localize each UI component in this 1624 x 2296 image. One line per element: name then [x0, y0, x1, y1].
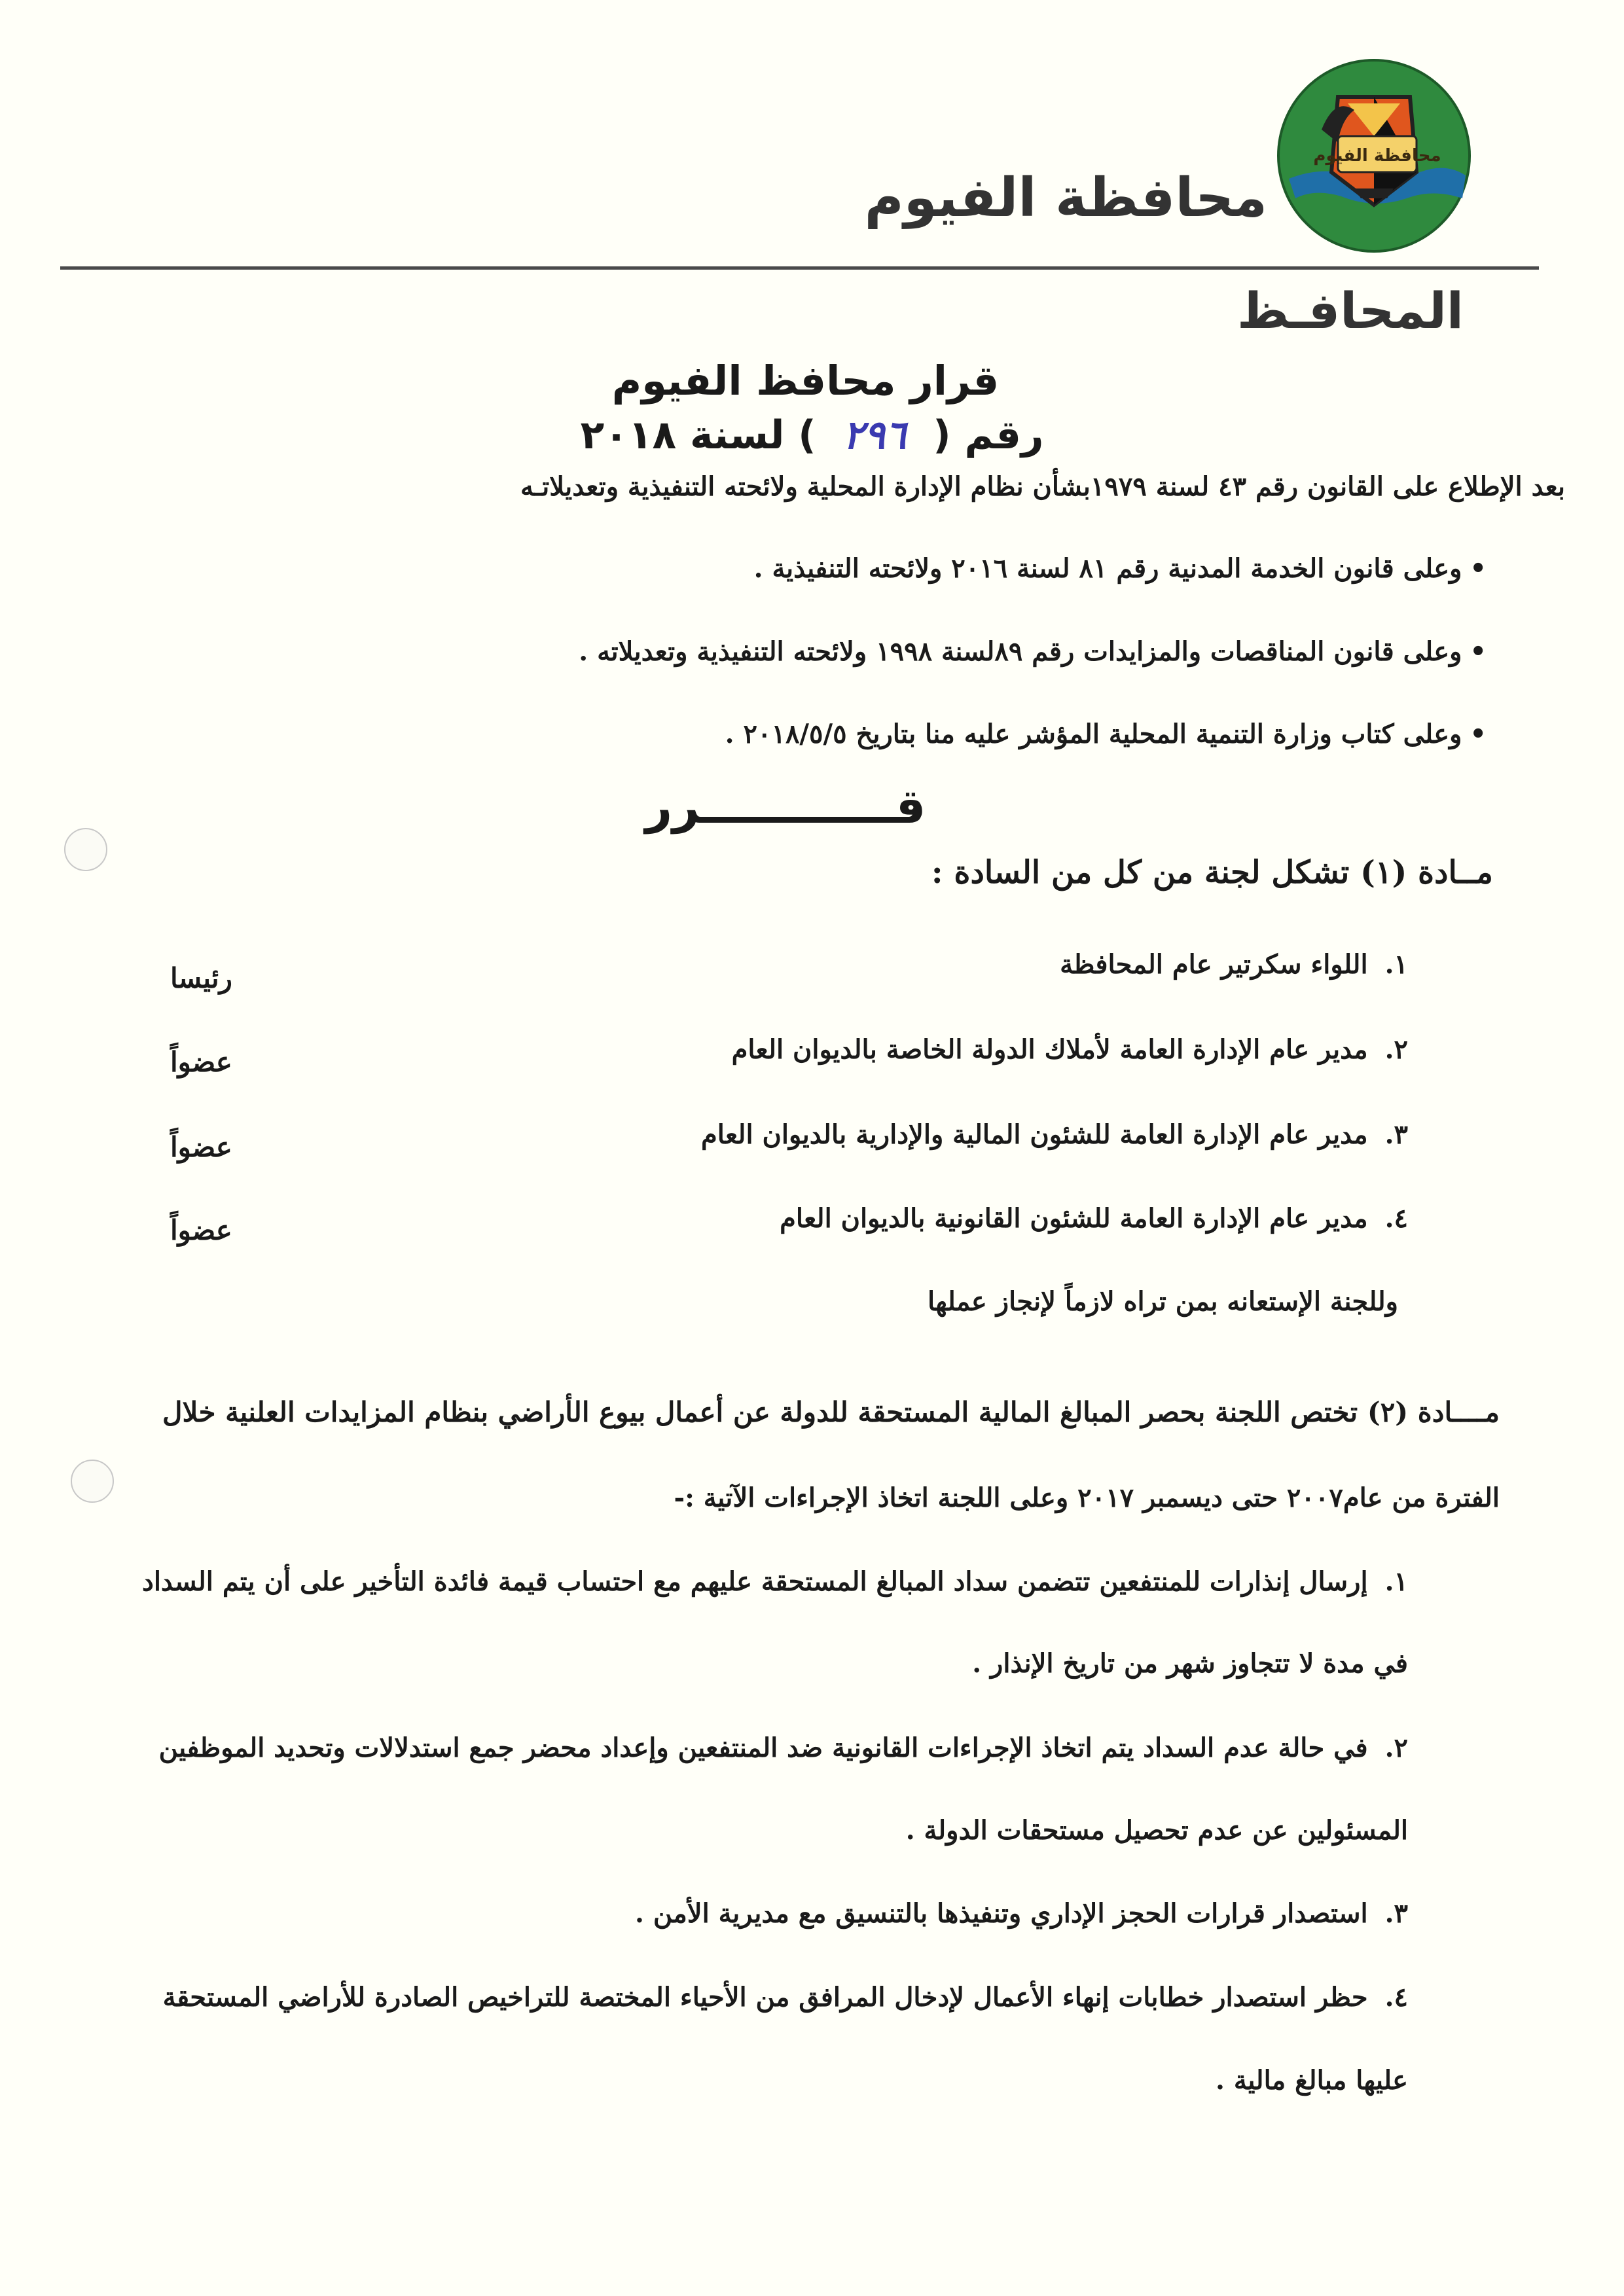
governorate-name: محافظة الفيوم: [864, 167, 1267, 229]
preamble-line-3: [579, 636, 1487, 667]
article-2-item-4-cont: عليها مبالغ مالية .: [1216, 2065, 1408, 2096]
member-role: عضواً: [170, 1131, 232, 1163]
seal-emblem-icon: [1276, 58, 1472, 254]
member-number: ٤.: [1384, 1203, 1408, 1234]
item-number: ٣.: [1384, 1898, 1408, 1929]
article-2-heading-line-2: الفترة من عام٢٠٠٧ حتى ديسمبر ٢٠١٧ وعلى اللجنة اتخاذ الإجراءات الآتية :-: [674, 1482, 1500, 1513]
preamble-line-1: بعد الإطلاع على القانون رقم ٤٣ لسنة ١٩٧٩بشأن نظام الإدارة المحلية ولائحته التنفيذية وتعديلاتـه: [520, 471, 1565, 502]
svg-text:محافظة الفيوم: محافظة الفيوم: [1313, 146, 1441, 166]
article-2-item-2: [159, 1732, 1408, 1763]
decree-number: [0, 412, 1624, 458]
office-title: المحافـظ: [1237, 281, 1464, 340]
item-text: حظر استصدار خطابات إنهاء الأعمال لإدخال المرافق من الأحياء المختصة للتراخيص الصادرة للأراضي المستحقة: [162, 1982, 1368, 2013]
item-number: ٢.: [1384, 1732, 1408, 1763]
item-number: ١.: [1384, 1566, 1408, 1597]
item-text: في حالة عدم السداد يتم اتخاذ الإجراءات القانونية ضد المنتفعين وإعداد محضر جمع استدلالات وتحديد الموظفين: [158, 1732, 1368, 1763]
article-1-note: وللجنة الإستعانه بمن تراه لازماً لإنجاز عملها: [927, 1286, 1398, 1317]
article-2-item-1: [99, 1566, 1408, 1597]
decides-heading: قــــــــــــرر: [645, 779, 926, 834]
preamble-text-4: وعلى كتاب وزارة التنمية المحلية المؤشر عليه منا بتاريخ ٢٠١٨/٥/٥ .: [725, 719, 1462, 749]
punch-hole: [64, 828, 107, 871]
member-3: [361, 1119, 1408, 1150]
decree-title: قرار محافظ الفيوم: [611, 357, 1000, 404]
decree-number-suffix: ) لسنة ٢٠١٨: [580, 412, 816, 458]
header-rule: [60, 266, 1539, 270]
member-role: عضواً: [170, 1046, 232, 1078]
member-name: مدير عام الإدارة العامة لأملاك الدولة الخاصة بالديوان العام: [731, 1034, 1368, 1065]
member-role: عضواً: [170, 1214, 232, 1246]
article-2-heading-line-1: مــــادة (٢) تختص اللجنة بحصر المبالغ المالية المستحقة للدولة عن أعمال بيوع الأراضي بنظام المزايدات العلنية خلال: [162, 1396, 1500, 1428]
member-name: مدير عام الإدارة العامة للشئون المالية والإدارية بالديوان العام: [701, 1119, 1368, 1150]
bullet-symbol: •: [1470, 636, 1487, 667]
punch-hole: [71, 1460, 114, 1503]
article-2-item-1-cont: في مدة لا تتجاوز شهر من تاريخ الإنذار .: [972, 1648, 1408, 1679]
item-text: إرسال إنذارات للمنتفعين تتضمن سداد المبالغ المستحقة عليهم مع احتساب قيمة فائدة التأخير على أن يتم السداد: [142, 1566, 1368, 1597]
article-1-heading: مــادة (١) تشكل لجنة من كل من السادة :: [931, 854, 1493, 891]
preamble-line-4: [725, 719, 1487, 749]
item-number: ٤.: [1384, 1982, 1408, 2013]
member-role: رئيسا: [170, 962, 232, 994]
member-number: ٢.: [1384, 1034, 1408, 1065]
article-2-item-4: [163, 1982, 1408, 2013]
article-2-item-2-cont: المسئولين عن عدم تحصيل مستحقات الدولة .: [905, 1815, 1408, 1846]
member-name: اللواء سكرتير عام المحافظة: [1060, 949, 1368, 980]
member-4: [361, 1203, 1408, 1234]
preamble-text-3: وعلى قانون المناقصات والمزايدات رقم ٨٩لسنة ١٩٩٨ ولائحته التنفيذية وتعديلاته .: [579, 636, 1462, 667]
bullet-symbol: •: [1470, 719, 1487, 749]
decree-number-prefix: رقم (: [933, 412, 1044, 458]
item-text: استصدار قرارات الحجز الإداري وتنفيذها بالتنسيق مع مديرية الأمن .: [635, 1898, 1368, 1929]
preamble-text-2: وعلى قانون الخدمة المدنية رقم ٨١ لسنة ٢٠١٦ ولائحته التنفيذية .: [753, 553, 1462, 584]
bullet-symbol: •: [1470, 553, 1487, 584]
member-2: [361, 1034, 1408, 1065]
governorate-seal: [1276, 58, 1472, 254]
decree-number-handwritten: ٢٩٦: [842, 412, 907, 458]
preamble-line-2: [754, 553, 1487, 584]
member-number: ١.: [1384, 949, 1408, 980]
member-name: مدير عام الإدارة العامة للشئون القانونية بالديوان العام: [780, 1203, 1368, 1234]
member-number: ٣.: [1384, 1119, 1408, 1150]
member-1: [361, 949, 1408, 980]
article-2-item-3: [635, 1898, 1408, 1929]
